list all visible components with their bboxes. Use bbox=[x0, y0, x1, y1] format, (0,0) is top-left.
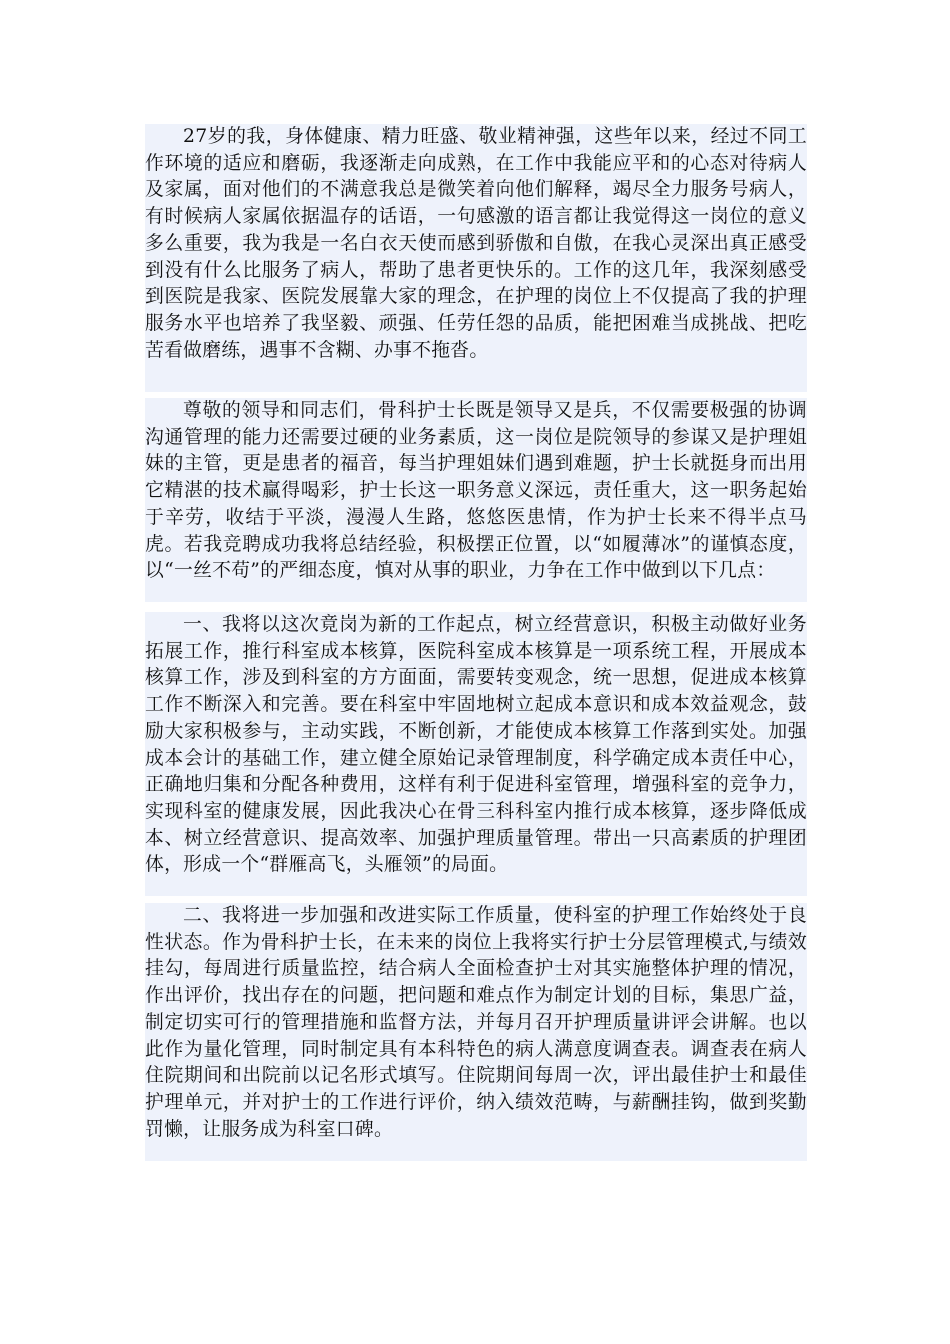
paragraph-2: 尊敬的领导和同志们，骨科护士长既是领导又是兵，不仅需要极强的协调沟通管理的能力还需要过硬的业务素质，这一岗位是院领导的参谋又是护理姐妹的主管，更是患者的福音，每当护理姐妹们遇到难题，护士长就挺身而出用它精湛的技术赢得喝彩，护士长这一职务意义深远，责任重大，这一职务起始于辛劳，收结于平淡，漫漫人生路，悠悠医患情，作为护士长来不得半点马虎。若我竞聘成功我将总结经验，积极摆正位置，以“如履薄冰”的谨慎态度，以“一丝不苟”的严细态度，慎对从事的职业，力争在工作中做到以下几点： bbox=[145, 398, 807, 602]
paragraph-4: 二、我将进一步加强和改进实际工作质量，使科室的护理工作始终处于良性状态。作为骨科护士长，在未来的岗位上我将实行护士分层管理模式,与绩效挂勾，每周进行质量监控，结合病人全面检查护士对其实施整体护理的情况，作出评价，找出存在的问题，把问题和难点作为制定计划的目标，集思广益，制定切实可行的管理措施和监督方法，并每月召开护理质量讲评会讲解。也以此作为量化管理，同时制定具有本科特色的病人满意度调查表。调查表在病人住院期间和出院前以记名形式填写。住院期间每周一次，评出最佳护士和最佳护理单元，并对护士的工作进行评价，纳入绩效范畴，与薪酬挂钩，做到奖勤罚懒，让服务成为科室口碑。 bbox=[145, 903, 807, 1161]
paragraph-3: 一、我将以这次竟岗为新的工作起点，树立经营意识，积极主动做好业务拓展工作，推行科室成本核算，医院科室成本核算是一项系统工程，开展成本核算工作，涉及到科室的方方面面，需要转变观念，统一思想，促进成本核算工作不断深入和完善。要在科室中牢固地树立起成本意识和成本效益观念，鼓励大家积极参与，主动实践，不断创新，才能使成本核算工作落到实处。加强成本会计的基础工作，建立健全原始记录管理制度，科学确定成本责任中心，正确地归集和分配各种费用，这样有利于促进科室管理，增强科室的竞争力，实现科室的健康发展，因此我决心在骨三科科室内推行成本核算，逐步降低成本、树立经营意识、提高效率、加强护理质量管理。带出一只高素质的护理团体，形成一个“群雁高飞，头雁领”的局面。 bbox=[145, 612, 807, 896]
paragraph-1: 27岁的我，身体健康、精力旺盛、敬业精神强，这些年以来，经过不同工作环境的适应和磨砺，我逐渐走向成熟，在工作中我能应平和的心态对待病人及家属，面对他们的不满意我总是微笑着向他们解释，竭尽全力服务号病人，有时候病人家属依据温存的话语，一句感激的语言都让我觉得这一岗位的意义多么重要，我为我是一名白衣天使而感到骄傲和自傲，在我心灵深出真正感受到没有什么比服务了病人，帮助了患者更快乐的。工作的这几年，我深刻感受到医院是我家、医院发展靠大家的理念，在护理的岗位上不仅提高了我的护理服务水平也培养了我坚毅、顽强、任劳任怨的品质，能把困难当成挑战、把吃苦看做磨练，遇事不含糊、办事不拖沓。 bbox=[145, 124, 807, 392]
